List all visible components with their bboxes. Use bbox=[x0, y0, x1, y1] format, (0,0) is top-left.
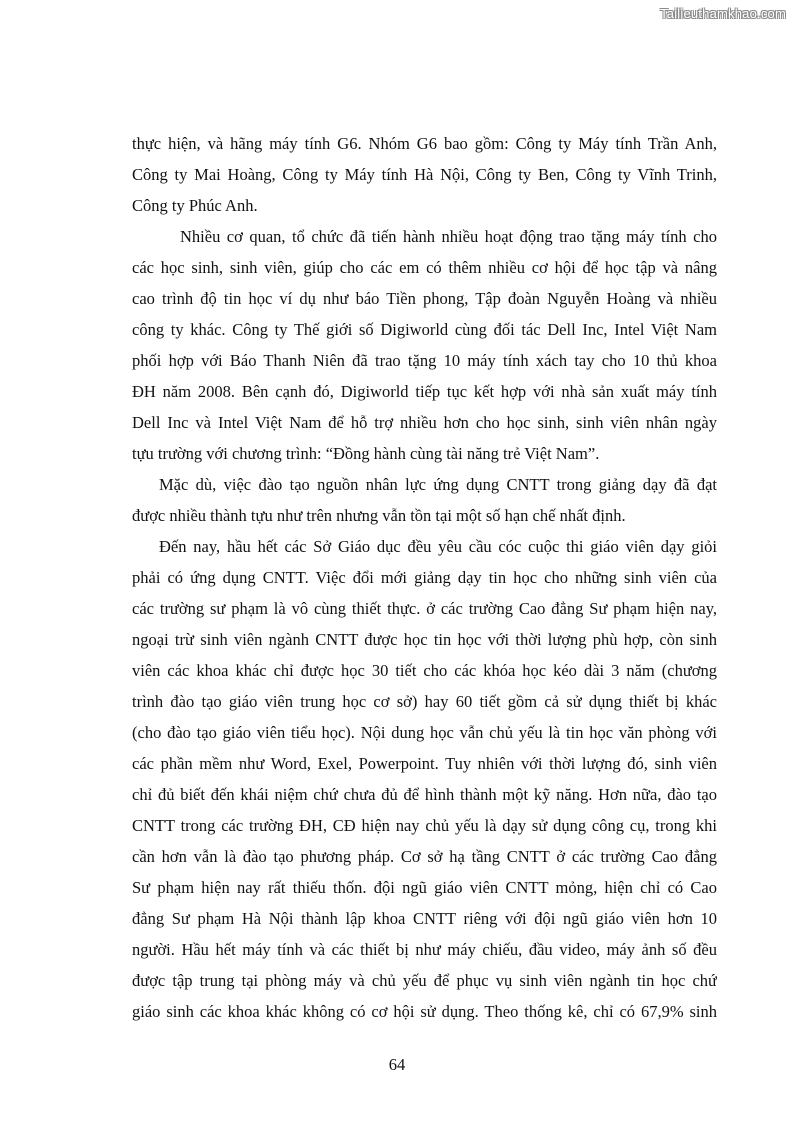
text-line: cần hơn vẫn là đào tạo phương pháp. Cơ sở hạ tầng CNTT ở các trường Cao đẳng bbox=[132, 847, 717, 866]
watermark-text: Tailieuthamkhao.com bbox=[660, 6, 786, 21]
text-line: thực hiện, và hãng máy tính G6. Nhóm G6 bao gồm: Công ty Máy tính Trần Anh, bbox=[132, 134, 717, 153]
document-body bbox=[132, 128, 717, 1027]
text-line: người. Hầu hết máy tính và các thiết bị như máy chiếu, đầu video, máy ảnh số đều bbox=[132, 940, 717, 959]
text-line: Sư phạm hiện nay rất thiếu thốn. đội ngũ giáo viên CNTT mỏng, hiện chỉ có Cao bbox=[132, 878, 717, 897]
paragraph-first-line: Mặc dù, việc đào tạo nguồn nhân lực ứng dụng CNTT trong giảng dạy đã đạt bbox=[159, 475, 717, 494]
paragraph-first-line: Nhiều cơ quan, tổ chức đã tiến hành nhiều hoạt động trao tặng máy tính cho bbox=[180, 227, 717, 246]
text-line: cao trình độ tin học ví dụ như báo Tiền phong, Tập đoàn Nguyễn Hoàng và nhiều bbox=[132, 289, 717, 308]
text-line: ngoại trừ sinh viên ngành CNTT được học tin học với thời lượng phù hợp, còn sinh bbox=[132, 630, 717, 649]
text-line: chỉ đủ biết đến khái niệm chứ chưa đủ để hình thành một kỹ năng. Hơn nữa, đào tạo bbox=[132, 785, 717, 804]
page-number: 64 bbox=[388, 1055, 406, 1074]
text-line: được tập trung tại phòng máy và chủ yếu để phục vụ sinh viên ngành tin học chứ bbox=[132, 971, 717, 990]
text-line: các phần mềm như Word, Exel, Powerpoint. Tuy nhiên với thời lượng đó, sinh viên bbox=[132, 754, 717, 773]
text-line: ĐH năm 2008. Bên cạnh đó, Digiworld tiếp tục kết hợp với nhà sản xuất máy tính bbox=[132, 382, 717, 401]
text-line: phối hợp với Báo Thanh Niên đã trao tặng 10 máy tính xách tay cho 10 thủ khoa bbox=[132, 351, 717, 370]
text-line: trình đào tạo giáo viên trung học cơ sở) hay 60 tiết gồm cả sử dụng thiết bị khác bbox=[132, 692, 717, 711]
text-line: tựu trường với chương trình: “Đồng hành cùng tài năng trẻ Việt Nam”. bbox=[132, 444, 600, 463]
text-line: giáo sinh các khoa khác không có cơ hội sử dụng. Theo thống kê, chỉ có 67,9% sinh bbox=[132, 1002, 717, 1021]
text-line: (cho đào tạo giáo viên tiểu học). Nội dung học vẫn chủ yếu là tin học văn phòng với bbox=[132, 723, 717, 742]
text-line: Công ty Mai Hoàng, Công ty Máy tính Hà Nội, Công ty Ben, Công ty Vĩnh Trinh, bbox=[132, 165, 717, 184]
text-line: các trường sư phạm là vô cùng thiết thực. ở các trường Cao đẳng Sư phạm hiện nay, bbox=[132, 599, 717, 618]
text-line: Công ty Phúc Anh. bbox=[132, 196, 258, 215]
text-line: công ty khác. Công ty Thế giới số Digiworld cùng đối tác Dell Inc, Intel Việt Nam bbox=[132, 320, 717, 339]
text-line: phải có ứng dụng CNTT. Việc đổi mới giảng dạy tin học cho những sinh viên của bbox=[132, 568, 717, 587]
text-line: đẳng Sư phạm Hà Nội thành lập khoa CNTT riêng với đội ngũ giáo viên hơn 10 bbox=[132, 909, 717, 928]
text-line: các học sinh, sinh viên, giúp cho các em có thêm nhiều cơ hội để học tập và nâng bbox=[132, 258, 717, 277]
paragraph-first-line: Đến nay, hầu hết các Sở Giáo dục đều yêu cầu cóc cuộc thi giáo viên dạy giỏi bbox=[159, 537, 717, 556]
text-line: được nhiều thành tựu như trên nhưng vẫn tồn tại một số hạn chế nhất định. bbox=[132, 506, 626, 525]
text-line: viên các khoa khác chỉ được học 30 tiết cho các khóa học kéo dài 3 năm (chương bbox=[132, 661, 717, 680]
text-line: Dell Inc và Intel Việt Nam để hỗ trợ nhiều hơn cho học sinh, sinh viên nhân ngày bbox=[132, 413, 717, 432]
text-line: CNTT trong các trường ĐH, CĐ hiện nay chủ yếu là dạy sử dụng công cụ, trong khi bbox=[132, 816, 717, 835]
